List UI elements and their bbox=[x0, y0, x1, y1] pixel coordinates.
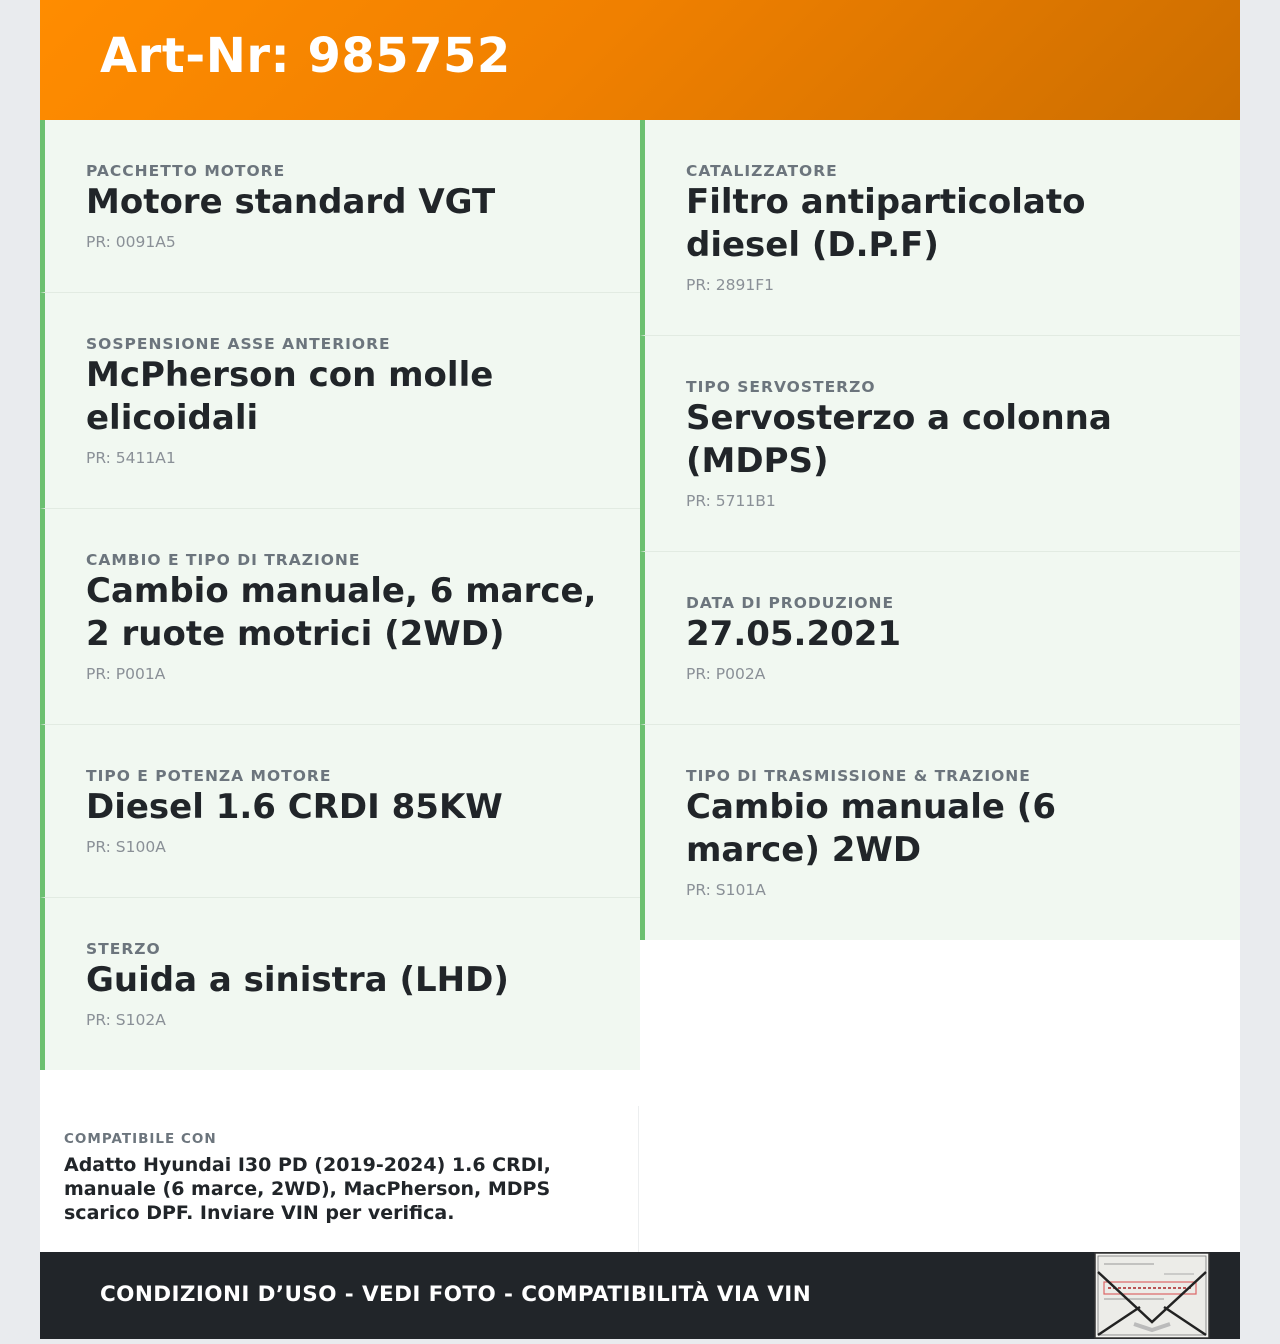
spec-pr-code: PR: 2891F1 bbox=[686, 276, 775, 294]
spec-pr-code: PR: S101A bbox=[686, 881, 766, 899]
spec-label: SOSPENSIONE ASSE ANTERIORE bbox=[86, 335, 391, 353]
spec-label: STERZO bbox=[86, 940, 161, 958]
document-stamp-icon bbox=[1094, 1252, 1210, 1339]
spec-card bbox=[640, 120, 1240, 336]
spec-value: Guida a sinistra (LHD) bbox=[86, 960, 509, 1000]
spec-label: TIPO DI TRASMISSIONE & TRAZIONE bbox=[686, 767, 1031, 785]
spec-value: Filtro antiparticolato diesel (D.P.F) bbox=[686, 182, 1086, 265]
spec-value: Cambio manuale, 6 marce, 2 ruote motrici (2WD) bbox=[86, 571, 597, 654]
spec-label: TIPO E POTENZA MOTORE bbox=[86, 767, 332, 785]
spec-pr-code: PR: 5711B1 bbox=[686, 492, 776, 510]
footer-text: CONDIZIONI D’USO - VEDI FOTO - COMPATIBILITÀ VIA VIN bbox=[100, 1282, 812, 1307]
spec-label: PACCHETTO MOTORE bbox=[86, 162, 286, 180]
spec-pr-code: PR: P002A bbox=[686, 665, 766, 683]
spec-card bbox=[640, 552, 1240, 725]
spec-pr-code: PR: S100A bbox=[86, 838, 166, 856]
spec-label: TIPO SERVOSTERZO bbox=[686, 378, 876, 396]
compatibility-box bbox=[40, 1106, 639, 1252]
specs-column-left bbox=[40, 120, 640, 1070]
spec-value: Cambio manuale (6 marce) 2WD bbox=[686, 787, 1056, 870]
compatibility-text: Adatto Hyundai I30 PD (2019-2024) 1.6 CRDI, manuale (6 marce, 2WD), MacPherson, MDPS scarico DPF. Inviare VIN per verifica. bbox=[64, 1154, 551, 1224]
spec-pr-code: PR: S102A bbox=[86, 1011, 166, 1029]
spec-pr-code: PR: P001A bbox=[86, 665, 166, 683]
spec-card bbox=[640, 336, 1240, 552]
header-banner bbox=[40, 0, 1240, 120]
spec-card bbox=[40, 293, 640, 509]
article-number-title: Art-Nr: 985752 bbox=[100, 28, 511, 84]
spec-card bbox=[40, 509, 640, 725]
spec-label: CATALIZZATORE bbox=[686, 162, 838, 180]
specs-column-right bbox=[640, 120, 1240, 940]
spec-card bbox=[640, 725, 1240, 940]
spec-value: Servosterzo a colonna (MDPS) bbox=[686, 398, 1112, 481]
product-sheet bbox=[40, 0, 1240, 1339]
spec-value: 27.05.2021 bbox=[686, 614, 902, 654]
compatibility-label: COMPATIBILE CON bbox=[64, 1131, 217, 1147]
spec-card bbox=[40, 898, 640, 1070]
spec-card bbox=[40, 725, 640, 898]
footer-bar bbox=[40, 1252, 1240, 1339]
spec-pr-code: PR: 0091A5 bbox=[86, 233, 176, 251]
spec-value: Diesel 1.6 CRDI 85KW bbox=[86, 787, 503, 827]
spec-label: DATA DI PRODUZIONE bbox=[686, 594, 895, 612]
spec-pr-code: PR: 5411A1 bbox=[86, 449, 176, 467]
spec-card bbox=[40, 120, 640, 293]
spec-value: McPherson con molle elicoidali bbox=[86, 355, 494, 438]
spec-value: Motore standard VGT bbox=[86, 182, 496, 222]
spec-label: CAMBIO E TIPO DI TRAZIONE bbox=[86, 551, 361, 569]
